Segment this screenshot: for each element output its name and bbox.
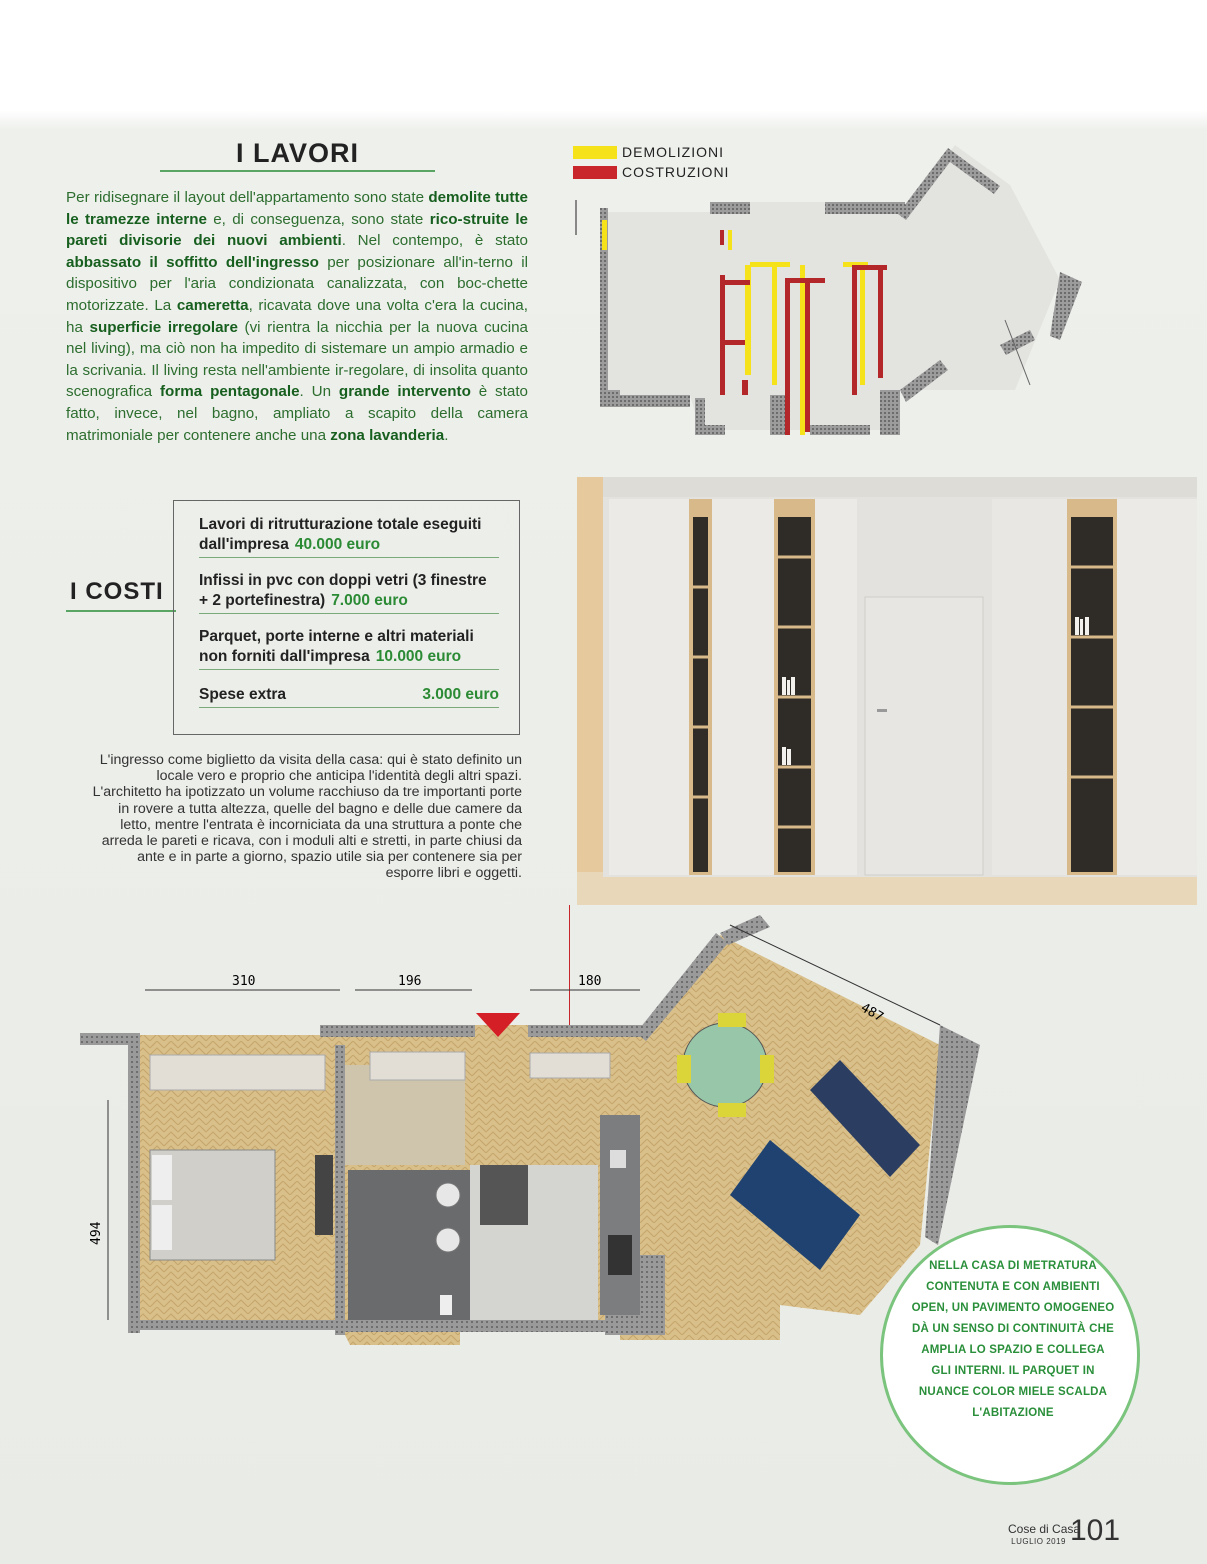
demolition-plan <box>560 140 1100 450</box>
entrance-render <box>577 477 1197 905</box>
photo-caption: L'ingresso come biglietto da visita della casa: qui è stato definito un locale vero e proprio che anticipa l'identità degli altri spazi. L'architetto ha ipotizzato un volume racchiuso da tre importanti porte in rovere a tutta altezza, quelle del bagno e delle due camere da letto, mentre l'entrata è incorniciata da una struttura a ponte che arreda le pareti e ricava, con i moduli alti e stretti, in parte chiusi da ante e in parte a giorno, spazio utile sia per contenere sia per esporre libri e oggetti. <box>92 752 522 882</box>
cost-amount: 3.000 euro <box>422 686 499 703</box>
note-circle <box>880 1225 1140 1485</box>
body-text: per posizionare all'in-terno il dispositivo per l'aria condizionata canalizzata, con boc-chette motorizzate. La <box>66 253 528 314</box>
dimension-180: 180 <box>578 974 602 989</box>
cost-row <box>199 571 499 614</box>
cost-amount: 7.000 euro <box>331 592 408 609</box>
cost-label: Infissi in pvc con doppi vetri (3 finestre + 2 portefinestra) <box>199 572 487 609</box>
cost-row <box>199 627 499 670</box>
page-number: 101 <box>1070 1514 1121 1547</box>
costi-underline <box>66 610 176 612</box>
highlight-text: demolite tutte le tramezze interne <box>66 189 528 228</box>
section-title-lavori: I LAVORI <box>235 138 359 168</box>
body-text: , ricavata dove una volta c'era la cucina, ha <box>66 296 528 336</box>
highlight-text: superficie irregolare <box>89 318 238 336</box>
highlight-text: zona lavanderia <box>330 426 445 444</box>
body-text: . <box>444 426 449 444</box>
body-text: è stato fatto, invece, nel bagno, ampliato a scapito della camera matrimoniale per contenere anche una <box>66 383 528 444</box>
issue-date: LUGLIO 2019 <box>1011 1537 1066 1546</box>
lavori-paragraph <box>66 187 528 446</box>
cost-row <box>199 515 499 558</box>
highlight-text: abbassato il soffitto dell'ingresso <box>66 253 319 271</box>
highlight-text: cameretta <box>176 296 249 314</box>
cost-label: Parquet, porte interne e altri materiali non forniti dall'impresa <box>199 628 474 665</box>
floor-plan <box>80 915 980 1455</box>
cost-label: Lavori di ritrutturazione totale eseguiti dall'impresa <box>199 516 482 553</box>
highlight-text: rico-struite le pareti divisorie dei nuovi ambienti <box>66 210 528 250</box>
body-text: . Un <box>299 383 339 401</box>
cost-amount: 10.000 euro <box>375 648 462 665</box>
body-text: . Nel contempo, è stato <box>341 232 528 250</box>
dimension-494: 494 <box>89 1221 104 1245</box>
cost-label: Spese extra <box>199 686 287 703</box>
highlight-text: forma pentagonale <box>160 383 300 401</box>
dimension-310: 310 <box>232 974 256 989</box>
note-text: NELLA CASA DI METRATURA CONTENUTA E CON AMBIENTI OPEN, UN PAVIMENTO OMOGENEO DÀ UN SENSO DI CONTINUITÀ CHE AMPLIA LO SPAZIO E COLLEGA GLI INTERNI. IL PARQUET IN NUANCE COLOR MIELE SCALDA L'ABITAZIONE <box>911 1260 1115 1419</box>
body-text: e, di conseguenza, sono state <box>206 210 430 228</box>
section-title-costi: I COSTI <box>70 578 164 605</box>
cost-row <box>199 685 499 708</box>
body-text: Per ridisegnare il layout dell'appartamento sono state <box>66 189 429 206</box>
dimension-196: 196 <box>398 974 422 989</box>
magazine-name: Cose di Casa <box>1008 1522 1081 1536</box>
legend-label-costruzioni: COSTRUZIONI <box>622 164 730 180</box>
title-underline <box>160 170 435 172</box>
entrance-photo <box>577 477 1197 905</box>
cost-amount: 40.000 euro <box>294 536 381 553</box>
highlight-text: grande intervento <box>338 383 471 401</box>
costs-table <box>173 500 520 735</box>
dimension-487: 487 <box>858 1000 886 1026</box>
legend-label-demolizioni: DEMOLIZIONI <box>622 144 725 160</box>
body-text: (vi rientra la nicchia per la nuova cucina nel living), ma ciò non ha impedito di sistemare un ampio armadio e la scrivania. Il living resta nell'ambiente ir-regolare, di insolita quanto scenografica <box>66 318 528 401</box>
